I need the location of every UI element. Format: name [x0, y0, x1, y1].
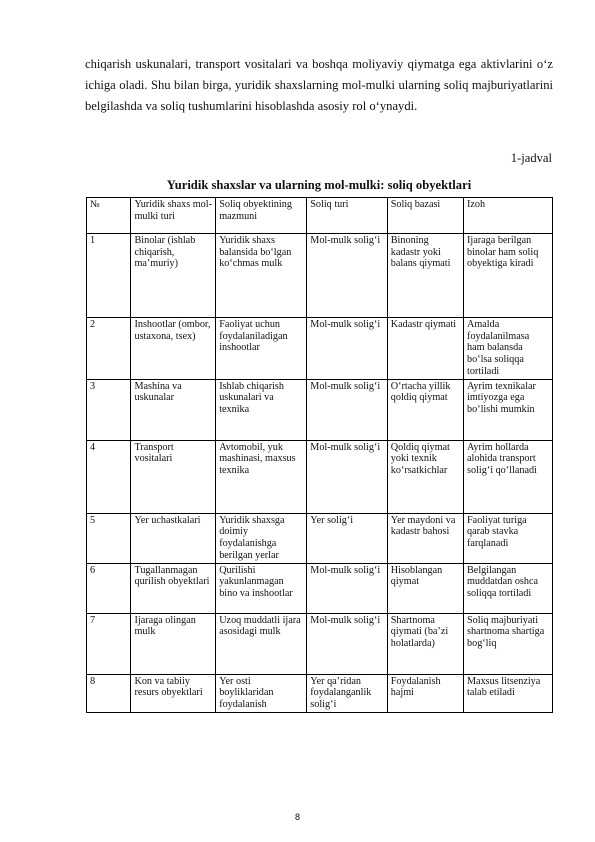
table-cell: Yer uchastkalari — [131, 513, 216, 563]
table-cell: Ayrim texnikalar imtiyozga ega bo‘lishi mumkin — [464, 379, 553, 440]
table-cell: 2 — [87, 318, 131, 380]
table-cell: Inshootlar (ombor, ustaxona, tsex) — [131, 318, 216, 380]
table-cell: Tugallanmagan qurilish obyektlari — [131, 563, 216, 613]
table-cell: Yer qa’ridan foydalanganlik solig‘i — [307, 674, 387, 712]
table-cell: Mol-mulk solig‘i — [307, 234, 387, 318]
table-cell: Kadastr qiymati — [387, 318, 463, 380]
table-title: Yuridik shaxslar va ularning mol-mulki: soliq obyektlari — [166, 178, 472, 192]
table-row — [87, 440, 553, 513]
table-cell: Qoldiq qiymat yoki texnik ko‘rsatkichlar — [387, 440, 463, 513]
table-cell: 7 — [87, 613, 131, 674]
table-row — [87, 234, 553, 318]
table-cell: 6 — [87, 563, 131, 613]
table-cell: Ishlab chiqarish uskunalari va texnika — [216, 379, 307, 440]
header-cell-property-type: Yuridik shaxs mol-mulki turi — [131, 198, 216, 234]
table-cell: Yuridik shaxsga doimiy foydalanishga berilgan yerlar — [216, 513, 307, 563]
table-header-row — [87, 198, 553, 234]
table-cell: Mashina va uskunalar — [131, 379, 216, 440]
table-cell: Mol-mulk solig‘i — [307, 563, 387, 613]
page-number: 8 — [294, 812, 300, 822]
table-cell: Soliq majburiyati shartnoma shartiga bog‘liq — [464, 613, 553, 674]
table-cell: 3 — [87, 379, 131, 440]
table-cell: 1 — [87, 234, 131, 318]
table-row — [87, 318, 553, 380]
header-cell-tax-type: Soliq turi — [307, 198, 387, 234]
table-row — [87, 613, 553, 674]
table-cell: Qurilishi yakunlanmagan bino va inshootlar — [216, 563, 307, 613]
table-row — [87, 563, 553, 613]
table-cell: O‘rtacha yillik qoldiq qiymat — [387, 379, 463, 440]
table-cell: Yer maydoni va kadastr bahosi — [387, 513, 463, 563]
table-cell: 8 — [87, 674, 131, 712]
header-cell-tax-base: Soliq bazasi — [387, 198, 463, 234]
table-cell: Yer solig‘i — [307, 513, 387, 563]
table-cell: Yuridik shaxs balansida bo‘lgan ko‘chmas mulk — [216, 234, 307, 318]
table-reference: 1-jadval — [510, 151, 552, 165]
table-cell: Faoliyat turiga qarab stavka farqlanadi — [464, 513, 553, 563]
table-cell: Avtomobil, yuk mashinasi, maxsus texnika — [216, 440, 307, 513]
table-cell: Kon va tabiiy resurs obyektlari — [131, 674, 216, 712]
table-cell: Mol-mulk solig‘i — [307, 613, 387, 674]
table-row — [87, 513, 553, 563]
header-cell-object-content: Soliq obyektining mazmuni — [216, 198, 307, 234]
table-cell: Hisoblangan qiymat — [387, 563, 463, 613]
table-cell: 5 — [87, 513, 131, 563]
table-cell: Mol-mulk solig‘i — [307, 318, 387, 380]
table-cell: Shartnoma qiymati (ba’zi holatlarda) — [387, 613, 463, 674]
table-cell: Ijaraga berilgan binolar ham soliq obyektiga kiradi — [464, 234, 553, 318]
table-cell: Mol-mulk solig‘i — [307, 379, 387, 440]
table-cell: Transport vositalari — [131, 440, 216, 513]
body-paragraph: chiqarish uskunalari, transport vositalari va boshqa moliyaviy qiymatga ega aktivlarini o‘z ichiga oladi. Shu bilan birga, yuridik shaxslarning mol-mulki ularning soliq majburiyatlarini belgilashda va soliq tushumlarini hisoblashda asosiy rol o‘ynaydi. — [85, 57, 553, 113]
table-cell: Uzoq muddatli ijara asosidagi mulk — [216, 613, 307, 674]
table-row — [87, 379, 553, 440]
header-cell-note: Izoh — [464, 198, 553, 234]
tax-objects-table — [86, 197, 553, 713]
table-cell: Binolar (ishlab chiqarish, ma’muriy) — [131, 234, 216, 318]
table-cell: Maxsus litsenziya talab etiladi — [464, 674, 553, 712]
table-cell: Yer osti boyliklaridan foydalanish — [216, 674, 307, 712]
table-cell: Belgilangan muddatdan oshca soliqqa tortiladi — [464, 563, 553, 613]
table-cell: Amalda foydalanilmasa ham balansda bo‘lsa soliqqa tortiladi — [464, 318, 553, 380]
table-cell: Ayrim hollarda alohida transport solig‘i qo‘llanadi — [464, 440, 553, 513]
table-cell: Faoliyat uchun foydalaniladigan inshootlar — [216, 318, 307, 380]
table-cell: Binoning kadastr yoki balans qiymati — [387, 234, 463, 318]
header-cell-number: № — [87, 198, 131, 234]
table-cell: Mol-mulk solig‘i — [307, 440, 387, 513]
table-cell: 4 — [87, 440, 131, 513]
table-cell: Ijaraga olingan mulk — [131, 613, 216, 674]
table-cell: Foydalanish hajmi — [387, 674, 463, 712]
table-row — [87, 674, 553, 712]
